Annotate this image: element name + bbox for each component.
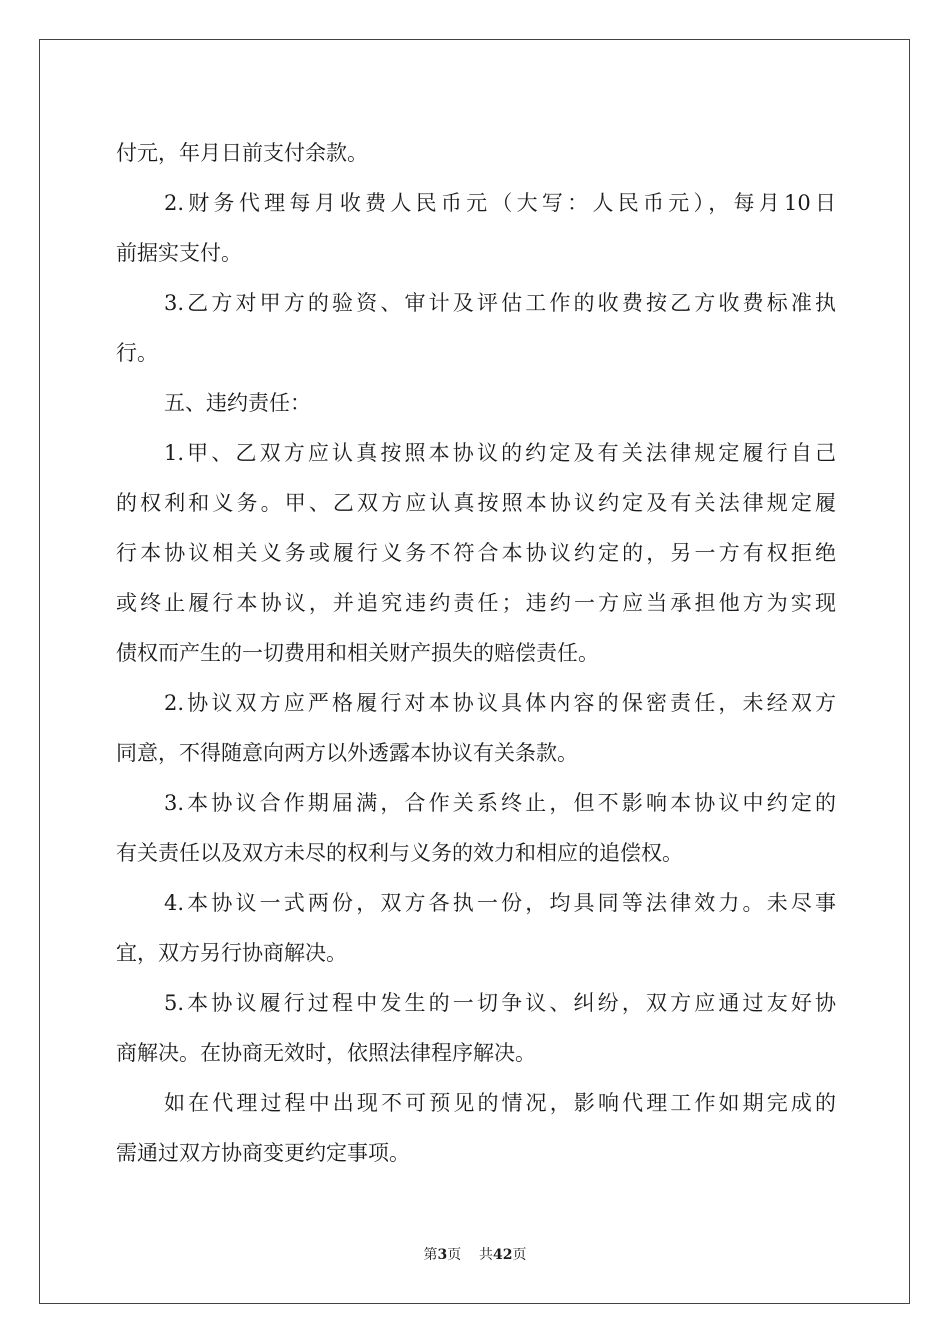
document-body <box>116 128 836 1178</box>
paragraph-line: 商解决。在协商无效时，依照法律程序解决。 <box>116 1041 536 1065</box>
total-page-number: 42 <box>493 1247 513 1263</box>
page-unit: 页 <box>447 1247 462 1263</box>
paragraph-line: 有关责任以及双方未尽的权利与义务的效力和相应的追偿权。 <box>116 841 683 865</box>
paragraph-line: 4.本协议一式两份，双方各执一份，均具同等法律效力。未尽事 <box>164 891 836 915</box>
paragraph-line: 2.协议双方应严格履行对本协议具体内容的保密责任，未经双方 <box>164 691 836 715</box>
paragraph-line: 行本协议相关义务或履行义务不符合本协议约定的，另一方有权拒绝 <box>116 541 836 565</box>
paragraph-line: 需通过双方协商变更约定事项。 <box>116 1141 410 1165</box>
paragraph-line: 2.财务代理每月收费人民币元（大写：人民币元），每月10日 <box>164 191 836 215</box>
paragraph-line: 3.乙方对甲方的验资、审计及评估工作的收费按乙方收费标准执 <box>164 291 836 315</box>
paragraph-line: 宜，双方另行协商解决。 <box>116 941 347 965</box>
paragraph-line: 5.本协议履行过程中发生的一切争议、纠纷，双方应通过友好协 <box>164 991 836 1015</box>
total-unit: 页 <box>512 1247 527 1263</box>
page-prefix: 第 <box>423 1247 438 1263</box>
page-footer <box>0 1244 950 1264</box>
paragraph-line: 如在代理过程中出现不可预见的情况，影响代理工作如期完成的 <box>164 1091 836 1115</box>
current-page-number: 3 <box>437 1247 448 1263</box>
total-prefix: 共 <box>479 1247 494 1263</box>
paragraph-line: 或终止履行本协议，并追究违约责任；违约一方应当承担他方为实现 <box>116 591 836 615</box>
paragraph-line: 的权利和义务。甲、乙双方应认真按照本协议约定及有关法律规定履 <box>116 491 836 515</box>
paragraph-line: 1.甲、乙双方应认真按照本协议的约定及有关法律规定履行自己 <box>164 441 836 465</box>
paragraph-line: 债权而产生的一切费用和相关财产损失的赔偿责任。 <box>116 641 599 665</box>
paragraph-line: 前据实支付。 <box>116 241 242 265</box>
paragraph-line: 同意，不得随意向两方以外透露本协议有关条款。 <box>116 741 578 765</box>
paragraph-line: 3.本协议合作期届满，合作关系终止，但不影响本协议中约定的 <box>164 791 836 815</box>
section-heading: 五、违约责任： <box>164 391 311 415</box>
paragraph-line: 付元，年月日前支付余款。 <box>116 141 368 165</box>
paragraph-line: 行。 <box>116 341 158 365</box>
